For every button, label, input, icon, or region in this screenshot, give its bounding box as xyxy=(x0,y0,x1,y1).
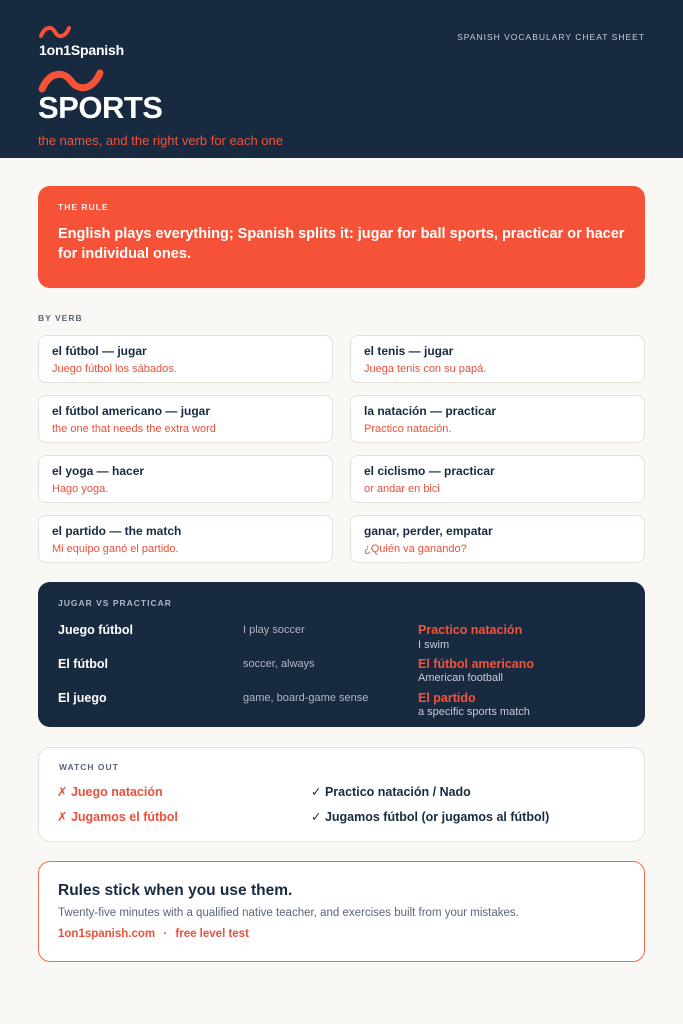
vocab-term: ganar, perder, empatar xyxy=(364,524,493,538)
rule-text: English plays everything; Spanish splits it: jugar for ball sports, practicar or hacer for individual ones. xyxy=(58,226,625,262)
header-tag: SPANISH VOCABULARY CHEAT SHEET xyxy=(457,32,645,42)
vocab-card xyxy=(38,395,333,443)
vocab-example: the one that needs the extra word xyxy=(52,423,216,435)
jugar-vs-label: JUGAR VS PRACTICAR xyxy=(58,598,172,608)
vocab-example: Juega tenis con su papá. xyxy=(364,363,487,375)
compare-meaning-alt: I swim xyxy=(418,639,450,651)
jugar-vs-practicar-panel xyxy=(38,582,645,727)
vocab-card xyxy=(350,395,645,443)
header xyxy=(0,0,683,158)
page-title: SPORTS xyxy=(38,90,163,125)
correct-usage: ✓ Practico natación / Nado xyxy=(311,785,471,799)
compare-meaning: game, board-game sense xyxy=(243,692,369,704)
vocab-card xyxy=(350,455,645,503)
brand-logo[interactable]: 1on1Spanish xyxy=(39,42,124,58)
rule-box xyxy=(38,186,645,288)
compare-term: El fútbol xyxy=(58,657,108,671)
vocab-card xyxy=(38,515,333,563)
compare-meaning: soccer, always xyxy=(243,658,315,670)
compare-meaning-alt: a specific sports match xyxy=(418,706,530,718)
watch-out-panel xyxy=(38,747,645,842)
compare-meaning-alt: American football xyxy=(418,672,503,684)
compare-term-alt: El partido xyxy=(418,691,476,705)
vocab-example: or andar en bici xyxy=(364,483,440,495)
vocab-term: el fútbol — jugar xyxy=(52,344,147,358)
vocab-example: ¿Quién va ganando? xyxy=(364,543,467,555)
link-separator: · xyxy=(163,928,168,940)
cta-title: Rules stick when you use them. xyxy=(58,882,293,899)
cta-box xyxy=(38,861,645,962)
vocab-term: el yoga — hacer xyxy=(52,464,145,478)
correct-usage: ✓ Jugamos fútbol (or jugamos al fútbol) xyxy=(311,810,550,824)
compare-meaning: I play soccer xyxy=(243,624,305,636)
vocab-example: Mi equipo ganó el partido. xyxy=(52,543,179,555)
compare-term: Juego fútbol xyxy=(58,623,133,637)
vocab-term: el fútbol americano — jugar xyxy=(52,404,211,418)
rule-label: THE RULE xyxy=(58,202,109,212)
compare-term-alt: Practico natación xyxy=(418,623,523,637)
cta-links xyxy=(58,928,625,940)
vocab-card xyxy=(38,455,333,503)
vocab-term: la natación — practicar xyxy=(364,404,497,418)
vocab-term: el partido — the match xyxy=(52,524,182,538)
website-link[interactable]: 1on1spanish.com xyxy=(58,928,156,940)
vocab-term: el tenis — jugar xyxy=(364,344,454,358)
vocab-term: el ciclismo — practicar xyxy=(364,464,495,478)
vocab-example: Hago yoga. xyxy=(52,483,109,495)
wrong-usage: ✗ Juego natación xyxy=(57,785,163,799)
vocab-example: Practico natación. xyxy=(364,423,452,435)
compare-term: El juego xyxy=(58,691,107,705)
wrong-usage: ✗ Jugamos el fútbol xyxy=(57,810,178,824)
vocab-card xyxy=(38,335,333,383)
compare-term-alt: El fútbol americano xyxy=(418,657,534,671)
tilde-logo-icon xyxy=(38,25,72,39)
vocab-card xyxy=(350,515,645,563)
vocab-example: Juego fútbol los sábados. xyxy=(52,363,177,375)
cta-text: Twenty-five minutes with a qualified native teacher, and exercises built from your mistakes. xyxy=(58,907,519,919)
by-verb-label: BY VERB xyxy=(38,313,83,323)
level-test-link[interactable]: free level test xyxy=(175,928,249,940)
vocab-card xyxy=(350,335,645,383)
page-subtitle: the names, and the right verb for each one xyxy=(38,133,283,148)
watch-out-label: WATCH OUT xyxy=(59,762,119,772)
